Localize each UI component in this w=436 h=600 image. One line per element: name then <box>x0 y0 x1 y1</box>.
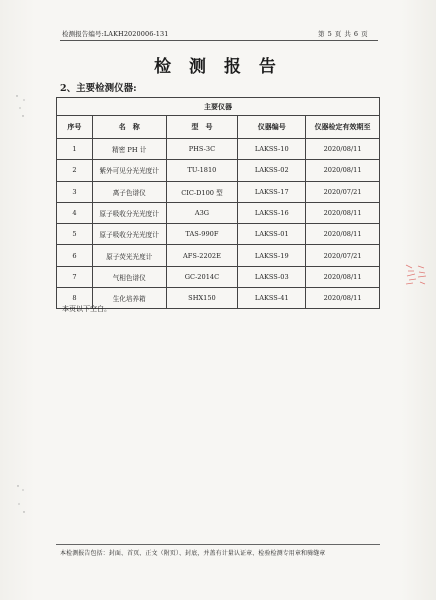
table-row <box>57 160 380 181</box>
cell-name: 离子色谱仪 <box>92 181 166 202</box>
page-title: 检 测 报 告 <box>154 57 282 77</box>
table-row <box>57 139 380 160</box>
scan-speck-icon <box>14 480 28 520</box>
cell-valid-until: 2020/08/11 <box>306 160 380 181</box>
cell-name: 原子吸收分光光度计 <box>92 224 166 245</box>
col-header-valid-until: 仪器检定有效期至 <box>306 116 380 139</box>
cell-model: A3G <box>166 202 238 223</box>
instrument-table <box>56 97 380 309</box>
table-header-row <box>57 116 380 139</box>
cell-model: PHS-3C <box>166 139 238 160</box>
footer-note: 本检测报告包括：封面、首页、正文（附页）、封底，并盖有计量认证章、检验检测专用章和骑缝章 <box>60 550 326 557</box>
cell-instrument-id: LAKSS-17 <box>238 181 306 202</box>
cell-index: 7 <box>57 266 93 287</box>
report-number: 检测报告编号:LAKH2020006-131 <box>62 30 169 38</box>
cell-instrument-id: LAKSS-41 <box>238 288 306 309</box>
cell-name: 原子吸收分光光度计 <box>92 202 166 223</box>
cell-instrument-id: LAKSS-16 <box>238 202 306 223</box>
cell-model: SHX150 <box>166 288 238 309</box>
cell-index: 6 <box>57 245 93 266</box>
cell-instrument-id: LAKSS-01 <box>238 224 306 245</box>
cell-index: 1 <box>57 139 93 160</box>
cell-name: 紫外可见分光光度计 <box>92 160 166 181</box>
cell-instrument-id: LAKSS-19 <box>238 245 306 266</box>
cell-model: TU-1810 <box>166 160 238 181</box>
cell-valid-until: 2020/07/21 <box>306 245 380 266</box>
table-caption: 主要仪器 <box>57 98 380 116</box>
cell-valid-until: 2020/08/11 <box>306 224 380 245</box>
cell-valid-until: 2020/08/11 <box>306 202 380 223</box>
cell-instrument-id: LAKSS-03 <box>238 266 306 287</box>
cell-model: TAS-990F <box>166 224 238 245</box>
cell-index: 8 <box>57 288 93 309</box>
cell-instrument-id: LAKSS-02 <box>238 160 306 181</box>
table-row <box>57 266 380 287</box>
seal-stamp-icon <box>404 262 428 288</box>
footer-divider <box>56 544 380 545</box>
cell-name: 精密 PH 计 <box>92 139 166 160</box>
cell-name: 原子荧光光度计 <box>92 245 166 266</box>
cell-index: 5 <box>57 224 93 245</box>
cell-valid-until: 2020/08/11 <box>306 288 380 309</box>
section-heading: 2、主要检测仪器: <box>60 83 137 94</box>
cell-model: GC-2014C <box>166 266 238 287</box>
col-header-model: 型 号 <box>166 116 238 139</box>
cell-index: 4 <box>57 202 93 223</box>
col-header-instrument-id: 仪器编号 <box>238 116 306 139</box>
scan-speck-icon <box>14 92 28 122</box>
col-header-name: 名 称 <box>92 116 166 139</box>
table-row <box>57 245 380 266</box>
cell-name: 气相色谱仪 <box>92 266 166 287</box>
header-divider <box>60 40 378 41</box>
cell-valid-until: 2020/08/11 <box>306 139 380 160</box>
cell-index: 2 <box>57 160 93 181</box>
cell-valid-until: 2020/08/11 <box>306 266 380 287</box>
cell-name: 生化培养箱 <box>92 288 166 309</box>
cell-instrument-id: LAKSS-10 <box>238 139 306 160</box>
table-row <box>57 181 380 202</box>
col-header-index: 序号 <box>57 116 93 139</box>
cell-valid-until: 2020/07/21 <box>306 181 380 202</box>
cell-model: AFS-2202E <box>166 245 238 266</box>
cell-model: CIC-D100 型 <box>166 181 238 202</box>
blank-below-note: 本页以下空白。 <box>62 305 111 313</box>
table-row <box>57 224 380 245</box>
cell-index: 3 <box>57 181 93 202</box>
table-row <box>57 202 380 223</box>
page-indicator: 第 5 页 共 6 页 <box>318 30 369 38</box>
